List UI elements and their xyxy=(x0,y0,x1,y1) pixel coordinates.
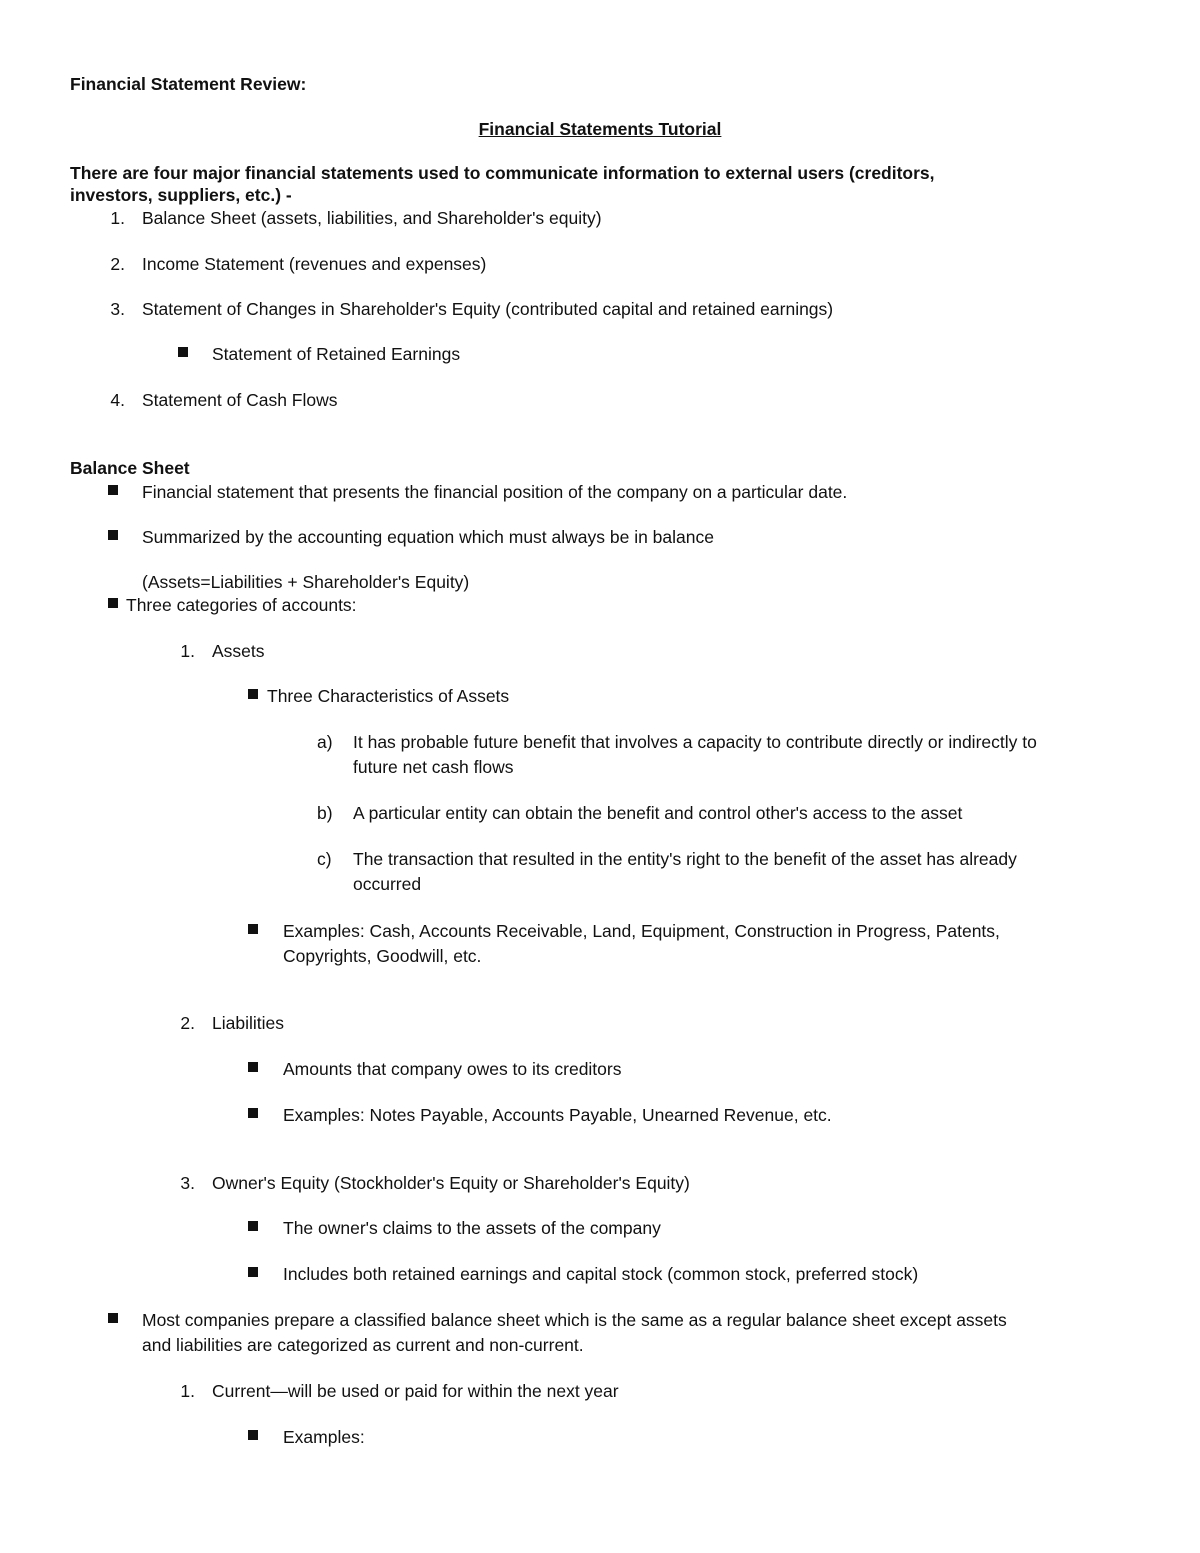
classified-text: Most companies prepare a classified balance sheet which is the same as a regular balance sheet except assets xyxy=(142,1310,1007,1330)
statement-item: Income Statement (revenues and expenses) xyxy=(142,254,487,274)
characteristic-text: The transaction that resulted in the entity's right to the benefit of the asset has already xyxy=(353,849,1017,869)
characteristic-letter: c) xyxy=(317,849,332,869)
square-bullet-icon xyxy=(248,1221,258,1231)
equity-bullet: The owner's claims to the assets of the company xyxy=(283,1218,661,1238)
current-examples: Examples: xyxy=(283,1427,365,1447)
classification-number: 1. xyxy=(180,1381,195,1401)
characteristic-text: future net cash flows xyxy=(353,757,514,777)
bs-bullet: Financial statement that presents the financial position of the company on a particular date. xyxy=(142,482,848,502)
statement-number: 3. xyxy=(110,299,125,319)
statement-item: Statement of Cash Flows xyxy=(142,390,338,410)
classified-text: and liabilities are categorized as current and non-current. xyxy=(142,1335,584,1355)
assets-characteristics-heading: Three Characteristics of Assets xyxy=(267,686,510,706)
balance-sheet-heading: Balance Sheet xyxy=(70,458,190,478)
liabilities-bullet: Amounts that company owes to its creditors xyxy=(283,1059,622,1079)
category-number: 2. xyxy=(180,1013,195,1033)
category-liabilities: Liabilities xyxy=(212,1013,284,1033)
bs-bullet: Summarized by the accounting equation which must always be in balance xyxy=(142,527,714,547)
square-bullet-icon xyxy=(108,1313,118,1323)
characteristic-text: occurred xyxy=(353,874,422,894)
square-bullet-icon xyxy=(248,924,258,934)
category-assets: Assets xyxy=(212,641,265,661)
category-number: 3. xyxy=(180,1173,195,1193)
square-bullet-icon xyxy=(108,530,118,540)
sub-statement-item: Statement of Retained Earnings xyxy=(212,344,461,364)
square-bullet-icon xyxy=(108,485,118,495)
document-heading: Financial Statement Review: xyxy=(70,74,307,94)
category-number: 1. xyxy=(180,641,195,661)
square-bullet-icon xyxy=(108,598,118,608)
assets-examples: Copyrights, Goodwill, etc. xyxy=(283,946,482,966)
assets-examples: Examples: Cash, Accounts Receivable, Land, Equipment, Construction in Progress, Patents, xyxy=(283,921,1000,941)
equity-bullet: Includes both retained earnings and capital stock (common stock, preferred stock) xyxy=(283,1264,919,1284)
square-bullet-icon xyxy=(248,1430,258,1440)
characteristic-text: A particular entity can obtain the benefit and control other's access to the asset xyxy=(353,803,963,823)
square-bullet-icon xyxy=(248,1267,258,1277)
square-bullet-icon xyxy=(248,1108,258,1118)
square-bullet-icon xyxy=(248,1062,258,1072)
classification-current: Current—will be used or paid for within the next year xyxy=(212,1381,619,1401)
intro-line-2: investors, suppliers, etc.) - xyxy=(70,185,292,205)
category-equity: Owner's Equity (Stockholder's Equity or Shareholder's Equity) xyxy=(212,1173,690,1193)
statement-item: Statement of Changes in Shareholder's Equity (contributed capital and retained earnings) xyxy=(142,299,834,319)
document-title: Financial Statements Tutorial xyxy=(478,119,722,139)
statement-number: 4. xyxy=(110,390,125,410)
categories-intro: Three categories of accounts: xyxy=(126,595,357,615)
characteristic-text: It has probable future benefit that involves a capacity to contribute directly or indirectly to xyxy=(353,732,1037,752)
characteristic-letter: a) xyxy=(317,732,333,752)
characteristic-letter: b) xyxy=(317,803,333,823)
accounting-equation: (Assets=Liabilities + Shareholder's Equity) xyxy=(142,572,470,592)
statement-number: 2. xyxy=(110,254,125,274)
square-bullet-icon xyxy=(178,347,188,357)
statement-item: Balance Sheet (assets, liabilities, and Shareholder's equity) xyxy=(142,208,602,228)
statement-number: 1. xyxy=(110,208,125,228)
liabilities-bullet: Examples: Notes Payable, Accounts Payable, Unearned Revenue, etc. xyxy=(283,1105,832,1125)
intro-line-1: There are four major financial statements used to communicate information to external users (creditors, xyxy=(70,163,935,183)
square-bullet-icon xyxy=(248,689,258,699)
